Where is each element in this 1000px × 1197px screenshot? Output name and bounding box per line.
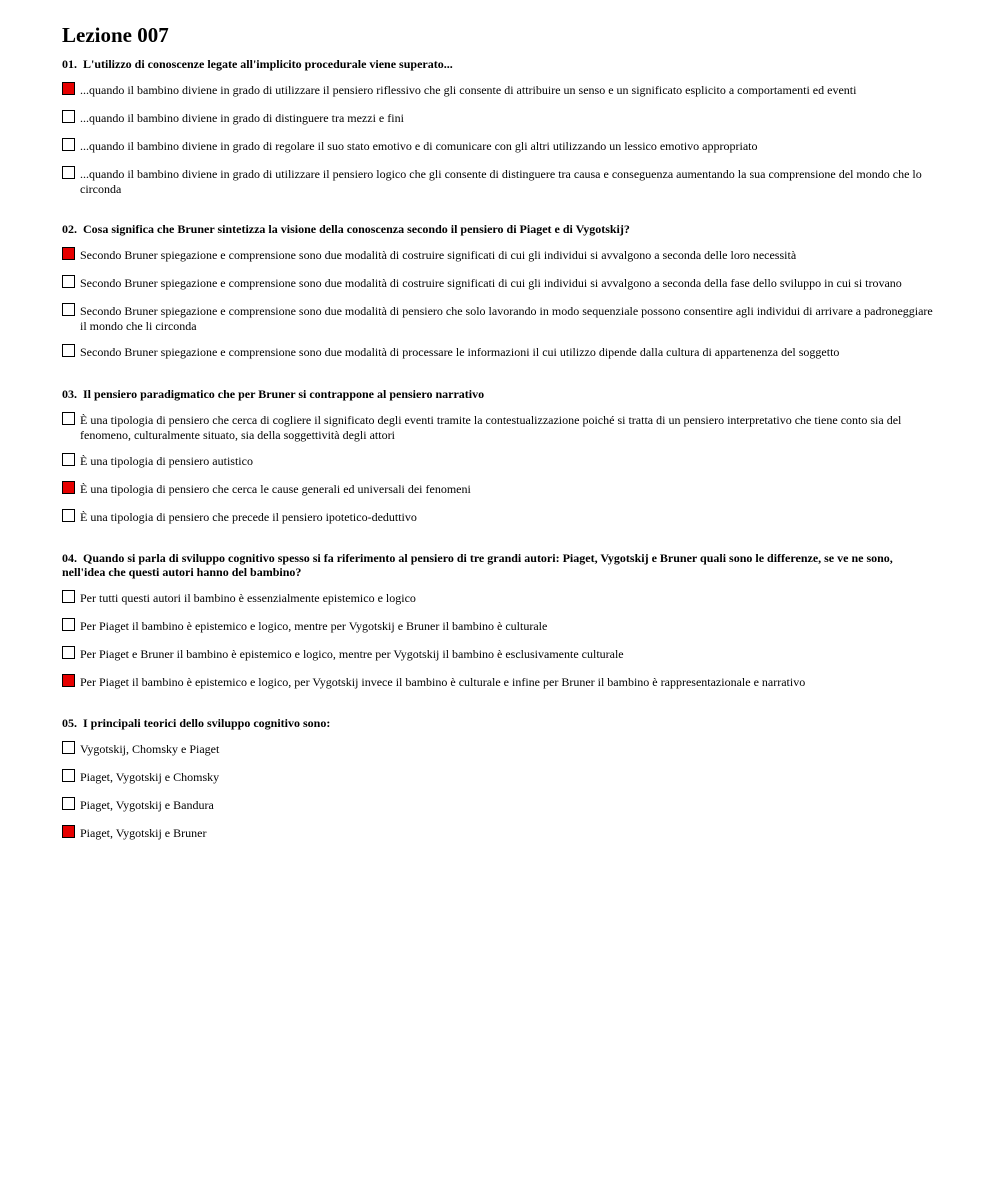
checked-checkbox[interactable] [62, 481, 75, 494]
question-label: Il pensiero paradigmatico che per Bruner si contrappone al pensiero narrativo [83, 387, 485, 401]
option-label: Secondo Bruner spiegazione e comprensione sono due modalità di costruire significati di cui gli individui si avvalgono a seconda delle loro necessità [80, 248, 797, 262]
checkbox[interactable] [62, 797, 75, 810]
answer-option[interactable] [62, 413, 937, 443]
question-text [62, 716, 937, 730]
answer-option[interactable] [62, 276, 937, 291]
answer-option[interactable] [62, 83, 937, 98]
option-label: Secondo Bruner spiegazione e comprensione sono due modalità di costruire significati di cui gli individui si avvalgono a seconda della fase dello sviluppo in cui si trovano [80, 276, 902, 290]
answer-option[interactable] [62, 647, 937, 662]
lesson-title: Lezione 007 [62, 23, 169, 47]
checkbox[interactable] [62, 166, 75, 179]
checkbox[interactable] [62, 618, 75, 631]
question-label: L'utilizzo di conoscenze legate all'implicito procedurale viene superato... [83, 57, 453, 71]
option-label: È una tipologia di pensiero che cerca di cogliere il significato degli eventi tramite la contestualizzazione poiché si tratta di un pensiero interpretativo che tiene conto sia del fenomeno, culturalmente situato, sia della soggettività degli attori [80, 413, 902, 442]
question-number: 02. [62, 222, 77, 236]
answer-option[interactable] [62, 798, 937, 813]
question-text [62, 57, 937, 71]
answer-option[interactable] [62, 770, 937, 785]
document-page [62, 0, 937, 840]
checkbox[interactable] [62, 344, 75, 357]
question-label: I principali teorici dello sviluppo cognitivo sono: [83, 716, 331, 730]
option-label: ...quando il bambino diviene in grado di utilizzare il pensiero logico che gli consente di distinguere tra causa e conseguenza aumentando la sua comprensione del mondo che lo circonda [80, 167, 922, 196]
option-label: Piaget, Vygotskij e Bandura [80, 798, 214, 812]
answer-option[interactable] [62, 826, 937, 841]
option-label: È una tipologia di pensiero che cerca le cause generali ed universali dei fenomeni [80, 482, 471, 496]
checkbox[interactable] [62, 646, 75, 659]
answer-option[interactable] [62, 304, 937, 334]
question-label: Quando si parla di sviluppo cognitivo spesso si fa riferimento al pensiero di tre grandi autori: Piaget, Vygotskij e Bruner quali sono le differenze, se ve ne sono, nell'idea che questi autori hanno del bambino? [62, 551, 893, 579]
option-label: Piaget, Vygotskij e Chomsky [80, 770, 220, 784]
answer-option[interactable] [62, 345, 937, 360]
checkbox[interactable] [62, 590, 75, 603]
answer-option[interactable] [62, 619, 937, 634]
checked-checkbox[interactable] [62, 247, 75, 260]
answer-option[interactable] [62, 482, 937, 497]
answer-option[interactable] [62, 454, 937, 469]
question-number: 04. [62, 551, 77, 565]
answer-option[interactable] [62, 675, 937, 690]
question-text [62, 387, 937, 401]
checkbox[interactable] [62, 412, 75, 425]
question-text [62, 551, 937, 579]
option-label: Vygotskij, Chomsky e Piaget [80, 742, 220, 756]
option-label: Per Piaget il bambino è epistemico e logico, mentre per Vygotskij e Bruner il bambino è culturale [80, 619, 548, 633]
answer-option[interactable] [62, 742, 937, 757]
question-label: Cosa significa che Bruner sintetizza la visione della conoscenza secondo il pensiero di Piaget e di Vygotskij? [83, 222, 630, 236]
checked-checkbox[interactable] [62, 825, 75, 838]
answer-option[interactable] [62, 111, 937, 126]
checkbox[interactable] [62, 453, 75, 466]
checkbox[interactable] [62, 769, 75, 782]
checkbox[interactable] [62, 303, 75, 316]
option-label: Per Piaget e Bruner il bambino è epistemico e logico, mentre per Vygotskij il bambino è esclusivamente culturale [80, 647, 624, 661]
checkbox[interactable] [62, 741, 75, 754]
checkbox[interactable] [62, 110, 75, 123]
option-label: Secondo Bruner spiegazione e comprensione sono due modalità di processare le informazioni il cui utilizzo dipende dalla cultura di appartenenza del soggetto [80, 345, 840, 359]
option-label: Secondo Bruner spiegazione e comprensione sono due modalità di pensiero che solo lavorando in modo sequenziale possono consentire agli individui di arrivare a padroneggiare il mondo che li circonda [80, 304, 933, 333]
option-label: Per Piaget il bambino è epistemico e logico, per Vygotskij invece il bambino è culturale e infine per Bruner il bambino è rappresentazionale e narrativo [80, 675, 806, 689]
question-number: 05. [62, 716, 77, 730]
answer-option[interactable] [62, 139, 937, 154]
option-label: ...quando il bambino diviene in grado di utilizzare il pensiero riflessivo che gli consente di attribuire un senso e un significato esplicito a comportamenti ed eventi [80, 83, 857, 97]
question-number: 03. [62, 387, 77, 401]
answer-option[interactable] [62, 248, 937, 263]
checkbox[interactable] [62, 138, 75, 151]
checkbox[interactable] [62, 509, 75, 522]
question-text [62, 222, 937, 236]
answer-option[interactable] [62, 510, 937, 525]
checked-checkbox[interactable] [62, 674, 75, 687]
answer-option[interactable] [62, 167, 937, 197]
option-label: Piaget, Vygotskij e Bruner [80, 826, 207, 840]
option-label: È una tipologia di pensiero autistico [80, 454, 253, 468]
option-label: ...quando il bambino diviene in grado di regolare il suo stato emotivo e di comunicare con gli altri utilizzando un lessico emotivo appropriato [80, 139, 758, 153]
option-label: ...quando il bambino diviene in grado di distinguere tra mezzi e fini [80, 111, 404, 125]
option-label: È una tipologia di pensiero che precede il pensiero ipotetico-deduttivo [80, 510, 417, 524]
checked-checkbox[interactable] [62, 82, 75, 95]
question-number: 01. [62, 57, 77, 71]
answer-option[interactable] [62, 591, 937, 606]
checkbox[interactable] [62, 275, 75, 288]
option-label: Per tutti questi autori il bambino è essenzialmente epistemico e logico [80, 591, 416, 605]
